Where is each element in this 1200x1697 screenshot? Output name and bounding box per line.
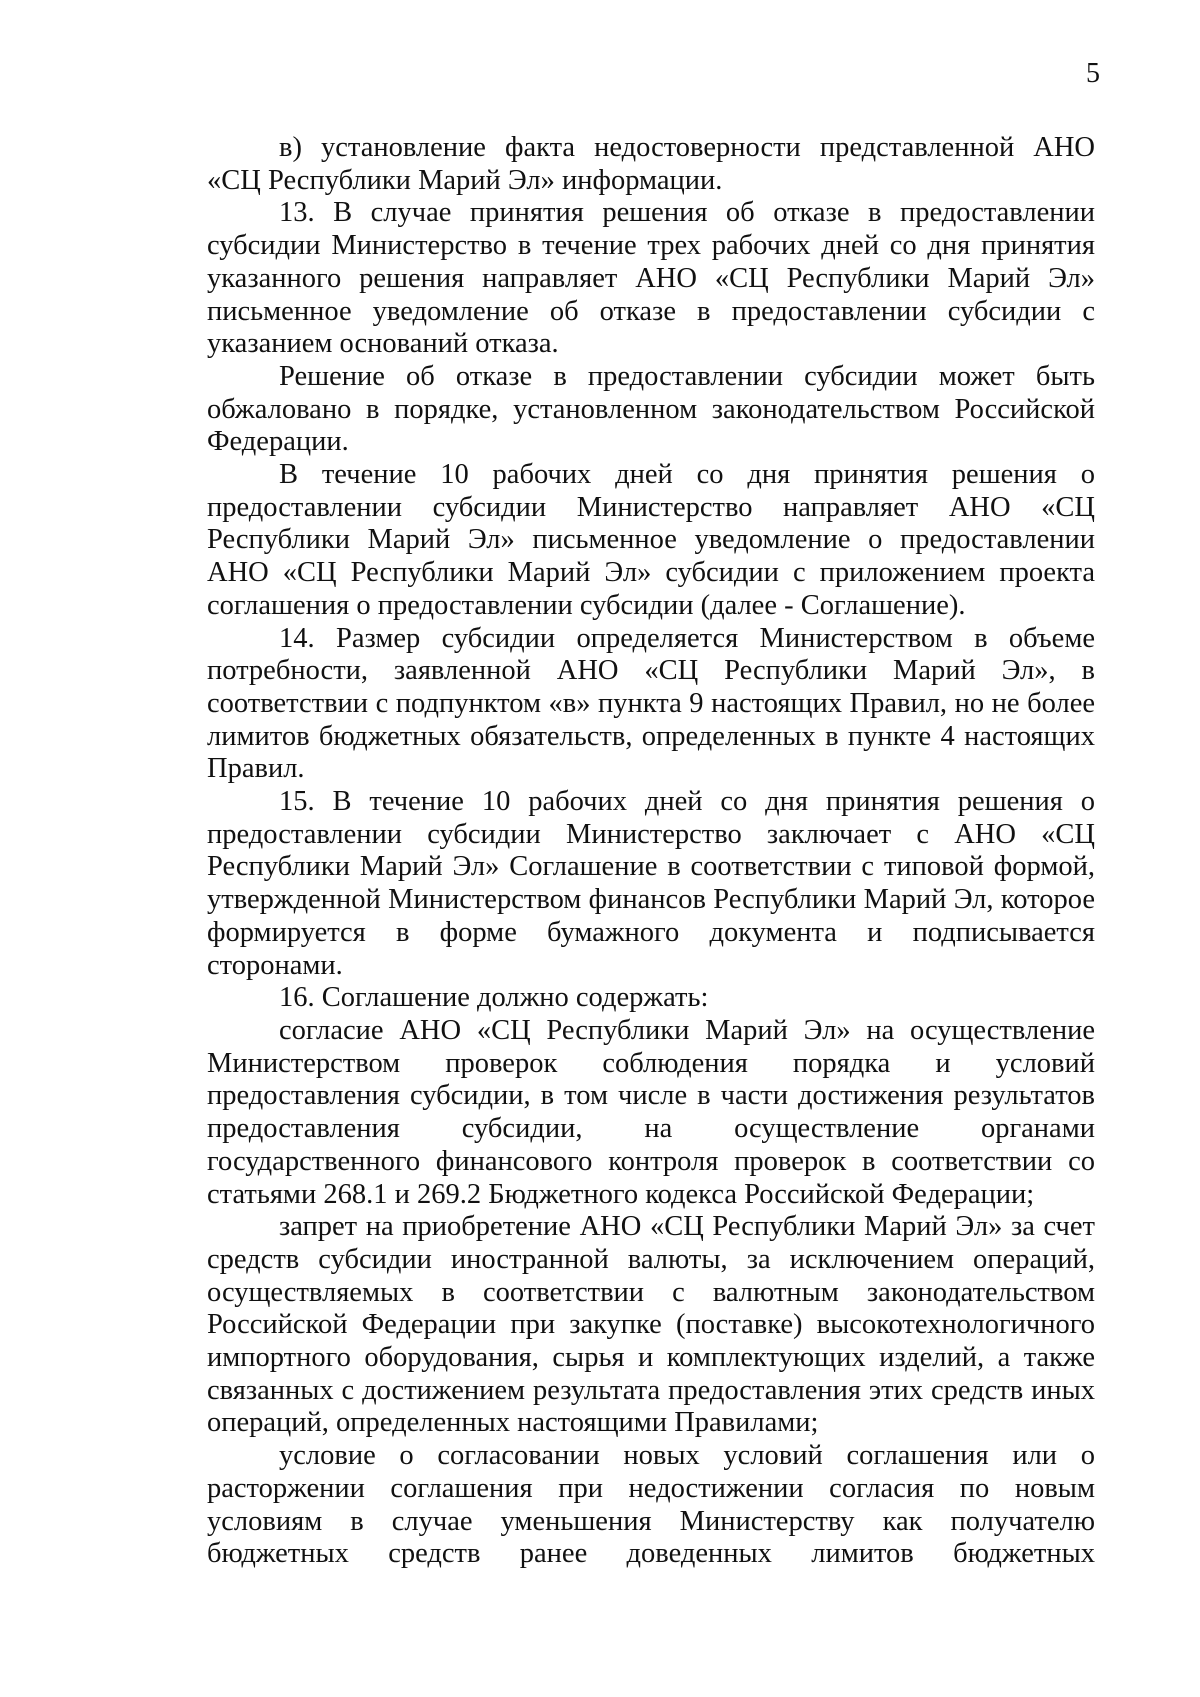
page-number: 5 xyxy=(1086,58,1100,89)
paragraph-15: 15. В течение 10 рабочих дней со дня принятия решения о предоставлении субсидии Министерство заключает с АНО «СЦ Республики Марий Эл» Соглашение в соответствии с типовой формой, утвержденной Министерством финансов Республики Марий Эл, которое формируется в форме бумажного документа и подписывается сторонами. xyxy=(207,786,1095,981)
paragraph-14: 14. Размер субсидии определяется Министерством в объеме потребности, заявленной АНО «СЦ Республики Марий Эл», в соответствии с подпунктом «в» пункта 9 настоящих Правил, но не более лимитов бюджетных обязательств, определенных в пункте 4 настоящих Правил. xyxy=(207,622,1095,785)
paragraph-16-condition: условие о согласовании новых условий соглашения или о расторжении соглашения при недостижении согласия по новым условиям в случае уменьшения Министерству как получателю бюджетных средств ранее доведенных лимитов бюджетных xyxy=(207,1440,1095,1570)
paragraph-13-notification: В течение 10 рабочих дней со дня принятия решения о предоставлении субсидии Министерство направляет АНО «СЦ Республики Марий Эл» письменное уведомление о предоставлении АНО «СЦ Республики Марий Эл» субсидии с приложением проекта соглашения о предоставлении субсидии (далее - Соглашение). xyxy=(207,459,1095,621)
paragraph-13: 13. В случае принятия решения об отказе в предоставлении субсидии Министерство в течение трех рабочих дней со дня принятия указанного решения направляет АНО «СЦ Республики Марий Эл» письменное уведомление об отказе в предоставлении субсидии с указанием оснований отказа. xyxy=(207,197,1095,360)
paragraph-16-prohibition: запрет на приобретение АНО «СЦ Республики Марий Эл» за счет средств субсидии иностранной валюты, за исключением операций, осуществляемых в соответствии с валютным законодательством Российской Федерации при закупке (поставке) высокотехнологичного импортного оборудования, сырья и комплектующих изделий, а также связанных с достижением результата предоставления этих средств иных операций, определенных настоящими Правилами; xyxy=(207,1211,1095,1439)
paragraph-16: 16. Соглашение должно содержать: xyxy=(279,982,709,1014)
paragraph-16-consent: согласие АНО «СЦ Республики Марий Эл» на осуществление Министерством проверок соблюдения порядка и условий предоставления субсидии, в том числе в части достижения результатов предоставления субсидии, на осуществление органами государственного финансового контроля проверок в соответствии со статьями 268.1 и 269.2 Бюджетного кодекса Российской Федерации; xyxy=(207,1014,1095,1210)
paragraph-13-appeal: Решение об отказе в предоставлении субсидии может быть обжаловано в порядке, установленном законодательством Российской Федерации. xyxy=(207,360,1095,458)
paragraph-12v: в) установление факта недостоверности представленной АНО «СЦ Республики Марий Эл» информации. xyxy=(207,132,1095,196)
document-body xyxy=(207,132,1095,1571)
